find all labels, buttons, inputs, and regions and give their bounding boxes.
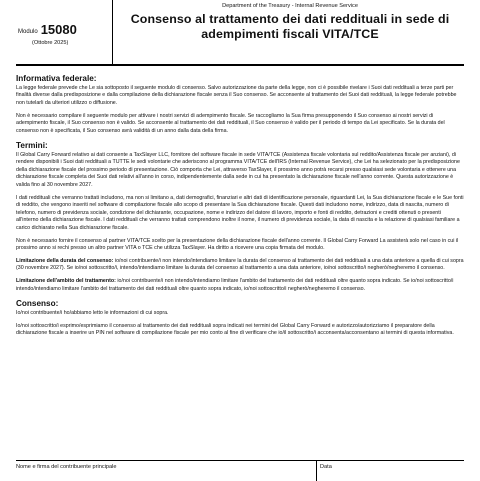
form-label: Modulo bbox=[18, 29, 38, 35]
federal-notice-section bbox=[16, 74, 464, 135]
signature-date-field[interactable]: Data bbox=[320, 464, 332, 470]
signature-name-field[interactable]: Nome e firma del contribuente principale bbox=[16, 464, 117, 470]
terms-paragraph-2: I dati reddituali che verranno trattati includono, ma non si limitano a, dati demografici, finanziari e altri dati di identificazione personale, riguardanti Lei, la Sua dichiarazione fiscale e le Sue fonti di reddito, che vengono inseriti nel software di compilazione fiscale allo scopo di presentare la Sua dichiarazione fiscale. Questi dati includono nome, indirizzo, data di nascita, numero di telefono, numero di previdenza sociale, condizione del dichiarante, occupazione, nome e indirizzo del datore di lavoro, importo e fonti di reddito, detrazioni e crediti ottenuti o presenti all'interno della dichiarazione fiscale. I dati reddituali che verranno trattati comprendono inoltre il nome, il numero di previdenza sociale, la data di nascita e la relazione di qualsiasi familiare a carico dichiarato nella Sua dichiarazione fiscale. bbox=[16, 194, 464, 231]
header-center bbox=[116, 3, 464, 42]
scope-limit-text: io/noi contribuente/i non intendo/intendiamo limitare l'ambito del trattamento dei dati reddituali oltre quanto sopra indicato. Se io/noi sottoscritto/i intendo/intendiamo limitare l'ambito del trattamento dei dati reddituali oltre quanto sopra indicato, io/noi sottoscritto/i negherò/negheremo il consenso. bbox=[16, 278, 454, 292]
terms-paragraph-3: Non è necessario fornire il consenso al partner VITA/TCE scelto per la presentazione della dichiarazione fiscale dell'anno corrente. Il Global Carry Forward La assisterà solo nel caso in cui il prossimo anno si rechi presso un altro partner VITA o TCE che utilizza TaxSlayer. Ha diritto a ricevere una copia firmata del modulo. bbox=[16, 237, 459, 252]
form-title bbox=[116, 12, 464, 43]
consent-section bbox=[16, 299, 464, 338]
duration-limit-text: io/noi contribuente/i non intendo/intendiamo limitare la durata del consenso al trattamento dei dati reddituali a una data anteriore a quella di cui sopra (30 novembre 2027). Se io/noi sottoscritto/i, intendo/intendiamo limitare la durata del consenso al trattamento a una data anteriore, io/noi sottoscritto/i negherò/negheremo il consenso. bbox=[16, 257, 464, 272]
consent-heading: Consenso: bbox=[16, 298, 59, 308]
form-title-line-2: adempimenti fiscali VITA/TCE bbox=[201, 27, 379, 42]
terms-section bbox=[16, 141, 464, 294]
terms-heading: Termini: bbox=[16, 140, 48, 150]
federal-notice-heading: Informativa federale: bbox=[16, 74, 97, 83]
signature-row bbox=[16, 460, 464, 481]
consent-paragraph-1: Io/noi contribuente/i ho/abbiamo letto le informazioni di cui sopra. bbox=[16, 309, 169, 316]
signature-divider bbox=[316, 461, 317, 481]
form-number: 15080 bbox=[40, 22, 77, 37]
terms-paragraph-1: Il Global Carry Forward relativo ai dati consente a TaxSlayer LLC, fornitore del software fiscale in sede VITA/TCE (Assistenza fiscale volontaria sul reddito/Assistenza fiscale per anziani), di rendere disponibili i Suoi dati reddituali a TUTTE le sedi volontarie che aderiscono al programma VITA/TCE dell'IRS (Internal Revenue Service), che Lei ha selezionato per la predisposizione della dichiarazione fiscale del prossimo periodo di presentazione. Ciò comporta che Lei, attraverso TaxSlayer, il prossimo anno potrà recarsi presso qualsiasi sede volontaria e ottenere una dichiarazione fiscale completa dei Suoi dati relativi all'anno in corso, indipendentemente dalla sede in cui ha presentato la dichiarazione fiscale nell'anno corrente. Questa autorizzazione è valida fino al 30 novembre 2027. bbox=[16, 151, 460, 188]
federal-notice-paragraph-1: La legge federale prevede che Le sia sottoposto il seguente modulo di consenso. Salvo autorizzazione da parte della legge, non ci è possibile rivelare i Suoi dati reddituali a terze parti per finalità diverse dalla predisposizione e dalla compilazione della dichiarazione fiscale senza il Suo consenso. Se acconsente al trattamento dei Suoi dati reddituali, la legge federale potrebbe non tutelarli da ulteriori utilizzo o diffusione. bbox=[16, 84, 457, 106]
department-line: Department of the Treasury - Internal Revenue Service bbox=[222, 3, 358, 9]
terms-paragraph-scope bbox=[16, 278, 464, 293]
scope-limit-label: Limitazione dell'ambito del trattamento: bbox=[16, 278, 116, 285]
header-divider bbox=[112, 0, 113, 66]
federal-notice-paragraph-2: Non è necessario compilare il seguente modulo per attivare i nostri servizi di adempimento fiscale. Se raccogliamo la Sua firma presupponendo il Suo consenso ai nostri servizi di adempimento fiscale, il Suo consenso non è valido. Se acconsente al trattamento dei dati reddituali, il Suo consenso è valido per il periodo di tempo da Lei specificato. Se la durata del consenso non è specificata, il Suo consenso avrà validità di un anno dalla data della firma. bbox=[16, 112, 445, 134]
form-identifier bbox=[18, 22, 106, 47]
form-header bbox=[16, 0, 464, 66]
terms-paragraph-duration bbox=[16, 258, 464, 273]
consent-paragraph-2: Io/noi sottoscritto/i esprimo/esprimiamo il consenso al trattamento dei dati reddituali sopra indicati nei termini del Global Carry Forward e autorizzo/autorizziamo il preparatore della dichiarazione fiscale a inserire un PIN nel software di compilazione fiscale per mio conto al fine di verificare che io/il sottoscritto/i acconsenta/acconsentano ai termini di questa informativa. bbox=[16, 322, 454, 337]
form-body bbox=[16, 66, 464, 338]
form-title-line-1: Consenso al trattamento dei dati reddituali in sede di bbox=[130, 11, 450, 26]
form-edition: (Ottobre 2025) bbox=[32, 39, 69, 46]
duration-limit-label: Limitazione della durata del consenso: bbox=[16, 257, 114, 264]
